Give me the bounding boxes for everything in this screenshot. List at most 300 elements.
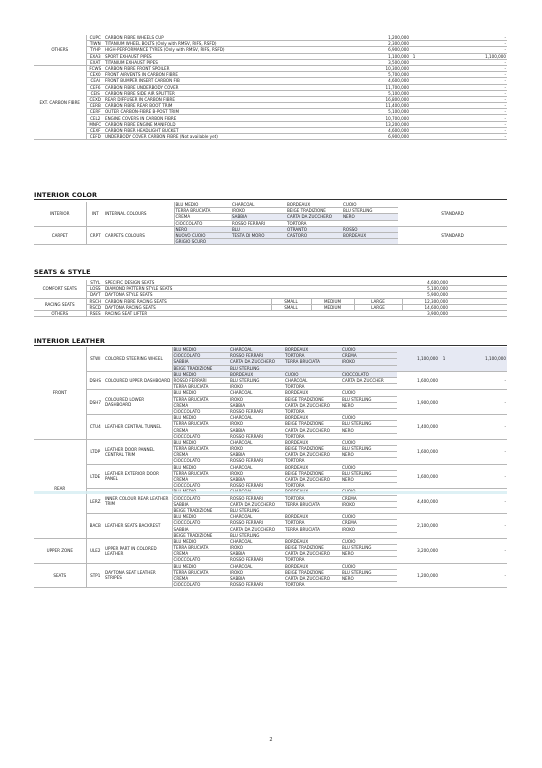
group-label: EXT. CARBON FIBRE xyxy=(34,65,86,139)
option-extra: - xyxy=(449,464,507,489)
option-extra: 1,100,000 xyxy=(448,53,507,59)
option-code: EXAT xyxy=(86,59,104,65)
option-code: RSCD xyxy=(86,304,104,310)
color-name: TORTORA xyxy=(284,408,341,414)
color-name: BEIGE TRADIZIONE xyxy=(286,208,342,214)
group-label: OTHERS xyxy=(34,35,86,65)
color-name: SABBIA xyxy=(231,214,286,220)
option-code: DAYT xyxy=(86,292,104,298)
option-price: 5,700,000 xyxy=(354,72,410,78)
color-name: SABBIA xyxy=(229,402,284,408)
option-description: TITANIUM EXHAUST PIPES xyxy=(104,59,354,65)
option-price: 16,800,000 xyxy=(354,96,410,102)
option-code: BACB xyxy=(86,514,104,539)
color-name: NERO xyxy=(341,402,397,408)
color-name: TORTORA xyxy=(284,495,341,501)
option-code: CEX0 xyxy=(86,72,104,78)
option-code: CEAI xyxy=(86,78,104,84)
color-name: CIOCCOLATO xyxy=(172,495,229,501)
option-code: FCWS xyxy=(86,65,104,71)
option-description: LEATHER DOOR PANNEL CENTRAL TRIM xyxy=(104,439,172,464)
option-description: CARBON FIBRE WHEELS CUP xyxy=(104,35,354,41)
color-name: BLU STERLING xyxy=(341,545,397,551)
option-code: CUPC xyxy=(86,35,104,41)
color-name: ROSSO FERRARI xyxy=(172,377,229,383)
option-description: UNDERBODY COVER CARBON FIBRE (Not available yet) xyxy=(104,134,354,140)
option-description: DAYTONA STYLE SEATS xyxy=(104,292,271,298)
color-name: TORTORA xyxy=(284,458,341,464)
option-code: EXA3 xyxy=(86,53,104,59)
option-description: OUTER CARBON-FIBRE B-POST TRIM xyxy=(104,109,354,115)
option-code: ULE2 xyxy=(86,538,104,563)
option-code: DSH7 xyxy=(86,390,104,415)
option-code: STYL xyxy=(86,280,104,286)
color-name: CIOCCOLATO xyxy=(172,582,229,588)
option-extra: - xyxy=(448,134,507,140)
color-name: CIOCCOLATO xyxy=(172,483,229,489)
option-extra: - xyxy=(449,514,507,539)
color-name: BEIGE TRADIZIONE xyxy=(284,545,341,551)
scan-highlight-stripe xyxy=(34,491,507,494)
color-name: NERO xyxy=(341,551,397,557)
color-name: CARTA DA ZUCCHERO xyxy=(229,526,284,532)
color-name: CARTA DA ZUCCHERO xyxy=(229,359,284,365)
color-name: TERRA BRUCIATA xyxy=(284,501,341,507)
color-name: ROSSO FERRARI xyxy=(229,483,284,489)
color-name: ROSSO FERRARI xyxy=(229,458,284,464)
option-extra: - xyxy=(448,84,507,90)
color-name: BLU MEDIO xyxy=(172,563,229,569)
section-divider xyxy=(34,199,507,200)
option-price: 11,400,000 xyxy=(354,103,410,109)
option-extra: - xyxy=(448,59,507,65)
color-name: SABBIA xyxy=(172,526,229,532)
color-name: CARTA DA ZUCCHERO xyxy=(284,427,341,433)
color-name: CUOIO xyxy=(341,563,397,569)
color-name: BLU STERLING xyxy=(342,208,398,214)
color-name: BORDEAUX xyxy=(284,347,341,353)
size-large: LARGE xyxy=(354,298,402,304)
color-name: CUOIO xyxy=(341,415,397,421)
color-name: TERRA BRUCIATA xyxy=(284,359,341,365)
color-name: BORDEAUX xyxy=(284,415,341,421)
color-name: NERO xyxy=(341,476,397,482)
interior-leather-table xyxy=(34,347,507,588)
color-name: BORDEAUX xyxy=(284,464,341,470)
option-description: CARBON FIBER HEADLIGHT BUCKET xyxy=(104,127,354,133)
section-divider xyxy=(34,276,507,277)
color-name: GRIGIO SCURO xyxy=(174,239,231,245)
option-code: CERF xyxy=(86,109,104,115)
option-code: LTDE xyxy=(86,464,104,489)
option-price: 1,600,000 xyxy=(397,371,439,390)
color-name: BEIGE TRADIZIONE xyxy=(284,421,341,427)
option-description: LEATHER CENTRAL TUNNEL xyxy=(104,415,172,440)
color-name: TERRA BRUCIATA xyxy=(172,384,229,390)
color-name: IROKO xyxy=(229,545,284,551)
color-name: TERRA BRUCIATA xyxy=(172,569,229,575)
color-name: BLU STERLING xyxy=(229,377,284,383)
option-description: REAR DIFFUSER IN CARBON FIBRE xyxy=(104,96,354,102)
color-name: BORDEAUX xyxy=(286,202,342,208)
option-description: DIAMOND PATTERN STYLE SEATS xyxy=(104,286,271,292)
option-code: LOSS xyxy=(86,286,104,292)
option-code: DSHS xyxy=(86,371,104,390)
option-description: LEATHER EXTERIOR DOOR PANEL xyxy=(104,464,172,489)
group-label: RACING SEATS xyxy=(34,298,86,310)
color-name: IROKO xyxy=(229,421,284,427)
color-name: ROSSO FERRARI xyxy=(229,582,284,588)
color-name: BLU STERLING xyxy=(229,532,284,538)
interior-color-table xyxy=(34,202,507,245)
option-extra: - xyxy=(449,390,507,415)
option-description: FRONT AIRVENTS IN CARBON FIBRE xyxy=(104,72,354,78)
color-name: SABBIA xyxy=(229,575,284,581)
color-name: ROSSO FERRARI xyxy=(231,220,286,226)
option-price: 5,100,000 xyxy=(354,109,410,115)
color-name: IROKO xyxy=(341,526,397,532)
option-description: FRONT BUMPER INSERT CARBON FIB xyxy=(104,78,354,84)
color-name: CHARCOAL xyxy=(229,390,284,396)
option-extra: - xyxy=(448,90,507,96)
color-name: BEIGE TRADIZIONE xyxy=(284,470,341,476)
color-name: NERO xyxy=(341,575,397,581)
color-name: BEIGE TRADIZIONE xyxy=(172,532,229,538)
color-name: ROSSO xyxy=(342,226,398,232)
option-extra: - xyxy=(448,78,507,84)
color-name: NERO xyxy=(341,427,397,433)
color-name: CARTA DA ZUCCHERO xyxy=(286,214,342,220)
option-extra: - xyxy=(448,103,507,109)
option-description: SPORT EXHAUST PIPES xyxy=(104,53,354,59)
color-name xyxy=(231,239,286,245)
group-label: UPPER ZONE xyxy=(34,538,86,563)
color-name: BEIGE TRADIZIONE xyxy=(172,507,229,513)
color-name: BORDEAUX xyxy=(284,390,341,396)
color-name: CREMA xyxy=(341,495,397,501)
color-name: CHARCOAL xyxy=(229,464,284,470)
option-description: TITANIUM WHEEL BOLTS (Only with RMSV, RIFS, RSFD) xyxy=(104,41,354,47)
color-name: CREMA xyxy=(174,214,231,220)
option-description: CARBON FIBRE REAR BOOT TRIM xyxy=(104,103,354,109)
color-name: TORTORA xyxy=(286,220,342,226)
option-description: COLORED STEERING WHEEL xyxy=(104,347,172,371)
color-name: CIOCCOLATO xyxy=(172,433,229,439)
color-name: CUOIO xyxy=(284,371,341,377)
color-name: CREMA xyxy=(172,452,229,458)
color-name: CHARCOAL xyxy=(229,514,284,520)
option-code: MNFC xyxy=(86,121,104,127)
option-code: TIWN xyxy=(86,41,104,47)
color-name: BLU MEDIO xyxy=(172,390,229,396)
color-name: CUOIO xyxy=(341,347,397,353)
color-name: BLU MEDIO xyxy=(172,415,229,421)
color-name: CIOCCOLATO xyxy=(172,557,229,563)
seats-style-table xyxy=(34,280,507,317)
color-name: TORTORA xyxy=(284,384,341,390)
color-name: CUOIO xyxy=(341,464,397,470)
option-row xyxy=(34,134,507,140)
color-name: CARTA DA ZUCCHERO xyxy=(284,402,341,408)
color-name: CHARCOAL xyxy=(229,347,284,353)
option-description: DAYTONA RACING SEATS xyxy=(104,304,271,310)
option-code: CEF6 xyxy=(86,84,104,90)
option-qty xyxy=(439,464,449,489)
color-name: BORDEAUX xyxy=(284,563,341,569)
color-name: IROKO xyxy=(341,359,397,365)
option-qty xyxy=(410,134,418,140)
option-extra: - xyxy=(448,96,507,102)
color-name: ROSSO FERRARI xyxy=(229,408,284,414)
color-name: TERRA BRUCIATA xyxy=(172,545,229,551)
color-name: TERRA BRUCIATA xyxy=(172,421,229,427)
color-name: CARTA DA ZUCCHERO xyxy=(284,452,341,458)
color-name: CREMA xyxy=(172,551,229,557)
color-name: BORDEAUX xyxy=(284,439,341,445)
standard-label: STANDARD xyxy=(398,226,507,245)
group-label: COMFORT SEATS xyxy=(34,280,86,298)
color-name: BEIGE TRADIZIONE xyxy=(284,569,341,575)
option-description: CARBON FIBRE FRONT SPOILER xyxy=(104,65,354,71)
section-divider xyxy=(34,345,507,346)
color-name: CHARCOAL xyxy=(229,538,284,544)
color-name: CARTA DA ZUCCHERO xyxy=(284,476,341,482)
color-name: TERRA BRUCIATA xyxy=(174,208,231,214)
option-code: CEXD xyxy=(86,96,104,102)
option-code: LTDP xyxy=(86,439,104,464)
color-name: CUOIO xyxy=(341,514,397,520)
option-description: DAYTONA SEAT LEATHER STRIPES xyxy=(104,563,172,588)
color-name: TERRA BRUCIATA xyxy=(172,396,229,402)
color-name: NERO xyxy=(174,226,231,232)
color-name: CUOIO xyxy=(341,439,397,445)
color-name: CREMA xyxy=(172,402,229,408)
option-code: CERB xyxy=(86,103,104,109)
option-extra: - xyxy=(449,439,507,464)
color-name: BLU MEDIO xyxy=(172,371,229,377)
color-name: CIOCCOLATO xyxy=(341,371,397,377)
size-small: SMALL xyxy=(271,304,311,310)
option-code: CRPT xyxy=(86,226,104,245)
option-description: COLOURED LOWER DASHBOARD xyxy=(104,390,172,415)
color-name: CUOIO xyxy=(341,390,397,396)
option-price: 2,100,000 xyxy=(397,514,439,539)
color-name: BEIGE TRADIZIONE xyxy=(284,396,341,402)
color-name: NERO xyxy=(342,214,398,220)
color-name: TORTORA xyxy=(284,557,341,563)
color-name: TORTORA xyxy=(284,483,341,489)
option-description: CARBON FIBRE RACING SEATS xyxy=(104,298,271,304)
option-description: INTERNAL COLOURS xyxy=(104,202,174,226)
option-price: 13,200,000 xyxy=(354,121,410,127)
color-name: ROSSO FERRARI xyxy=(229,433,284,439)
color-name: ROSSO FERRARI xyxy=(229,353,284,359)
color-name: NERO xyxy=(341,452,397,458)
color-name: SABBIA xyxy=(229,452,284,458)
option-price: 14,600,000 xyxy=(402,304,449,310)
section-title-seats-style: SEATS & STYLE xyxy=(34,268,91,276)
option-extra: - xyxy=(448,35,507,41)
color-name: BEIGE TRADIZIONE xyxy=(172,365,229,371)
option-description: HIGH-PERFORMANCE TYRES (Only with RMSV, RIFS, RSFD) xyxy=(104,47,354,53)
option-extra: - xyxy=(448,41,507,47)
option-extra: - xyxy=(448,127,507,133)
option-price: 1,200,000 xyxy=(397,563,439,588)
color-name: BLU MEDIO xyxy=(172,538,229,544)
option-code: LERZ xyxy=(86,489,104,514)
color-name xyxy=(342,239,398,245)
color-name xyxy=(341,582,397,588)
color-name: IROKO xyxy=(229,470,284,476)
color-name: CREMA xyxy=(341,353,397,359)
color-name: BLU STERLING xyxy=(229,365,284,371)
group-label: OTHERS xyxy=(34,310,86,316)
color-name: CHARCOAL xyxy=(231,202,286,208)
color-name: TERRA BRUCIATA xyxy=(172,446,229,452)
option-price: 1,600,000 xyxy=(397,439,439,464)
option-qty xyxy=(439,538,449,563)
group-label: CARPET xyxy=(34,226,86,245)
option-code: INT xyxy=(86,202,104,226)
option-qty xyxy=(439,371,449,390)
color-name: CASTORO xyxy=(286,232,342,238)
color-name: SABBIA xyxy=(229,427,284,433)
option-description: CARPETS COLOURS xyxy=(104,226,174,245)
color-name: CREMA xyxy=(172,427,229,433)
color-name: BLU MEDIO xyxy=(172,514,229,520)
option-extra: - xyxy=(449,415,507,440)
color-name: TORTORA xyxy=(284,582,341,588)
option-code: CTU4 xyxy=(86,415,104,440)
color-name: BORDEAUX xyxy=(284,514,341,520)
color-name: BLU xyxy=(231,226,286,232)
color-name: CARTA DA ZUCCHERO xyxy=(229,501,284,507)
options-table-others xyxy=(34,35,507,140)
option-qty xyxy=(439,439,449,464)
color-name: SABBIA xyxy=(229,476,284,482)
color-name: TORTORA xyxy=(284,520,341,526)
option-price: 12,300,000 xyxy=(402,298,449,304)
size-medium: MEDIUM xyxy=(311,304,354,310)
color-name: CHARCOAL xyxy=(284,377,341,383)
color-name: SABBIA xyxy=(172,359,229,365)
color-name: BLU STERLING xyxy=(229,507,284,513)
option-extra: - xyxy=(449,371,507,390)
option-price: 4,600,000 xyxy=(354,78,410,84)
size-small: SMALL xyxy=(271,298,311,304)
option-code: CEIS xyxy=(86,90,104,96)
color-name: CARTA DA ZUCCHER xyxy=(341,377,397,383)
option-description: COLOURED UPPER DASHBOARD xyxy=(104,371,172,390)
option-qty: 1 xyxy=(439,347,449,371)
option-code: CEFD xyxy=(86,134,104,140)
group-label: INTERIOR xyxy=(34,202,86,226)
option-price: 10,300,000 xyxy=(354,65,410,71)
option-price: 6,900,000 xyxy=(354,47,410,53)
option-qty xyxy=(439,415,449,440)
color-name: BLU STERLING xyxy=(341,396,397,402)
option-description: CARBON FIBRE SIDE AIR SPLITTER xyxy=(104,90,354,96)
group-label: SEATS xyxy=(34,563,86,588)
color-name: CREMA xyxy=(341,520,397,526)
option-price: 1,400,000 xyxy=(397,415,439,440)
option-extra: - xyxy=(448,72,507,78)
option-extra: - xyxy=(449,563,507,588)
option-extra: - xyxy=(448,121,507,127)
seat-option-row xyxy=(34,310,507,316)
color-name: CIOCCOLATO xyxy=(172,520,229,526)
option-code: STWI xyxy=(86,347,104,371)
group-label: FRONT xyxy=(34,347,86,439)
color-name: IROKO xyxy=(229,569,284,575)
color-name: BLU STERLING xyxy=(341,446,397,452)
color-name: CIOCCOLATO xyxy=(172,408,229,414)
color-name: CHARCOAL xyxy=(229,439,284,445)
color-name: SABBIA xyxy=(229,551,284,557)
color-name: IROKO xyxy=(229,446,284,452)
option-price: 6,900,000 xyxy=(354,134,410,140)
option-price: 4,600,000 xyxy=(354,127,410,133)
color-name: CARTA DA ZUCCHERO xyxy=(284,575,341,581)
option-qty: 1 xyxy=(410,53,418,59)
option-code: CEXF xyxy=(86,127,104,133)
option-extra: - xyxy=(448,47,507,53)
option-extra: - xyxy=(448,65,507,71)
option-price: 1,900,000 xyxy=(397,390,439,415)
color-name: BORDEAUX xyxy=(342,232,398,238)
section-title-interior-leather: INTERIOR LEATHER xyxy=(34,337,105,345)
color-name: ROSSO FERRARI xyxy=(229,557,284,563)
option-price: 10,700,000 xyxy=(354,115,410,121)
color-name: BEIGE TRADIZIONE xyxy=(284,446,341,452)
option-price: 1,100,000 xyxy=(354,53,410,59)
option-code: STP1 xyxy=(86,563,104,588)
color-name: BLU STERLING xyxy=(341,470,397,476)
page-number: 2 xyxy=(269,737,273,743)
option-description: ENGINE COVERS IN CARBON FIBRE xyxy=(104,115,354,121)
option-description: RACING SEAT LIFTER xyxy=(104,310,271,316)
option-code: CEL2 xyxy=(86,115,104,121)
option-price: 1,600,000 xyxy=(397,464,439,489)
color-name: CHARCOAL xyxy=(229,563,284,569)
color-name xyxy=(286,239,342,245)
option-price: 11,700,000 xyxy=(354,84,410,90)
option-description: LEATHER SEATS BACKREST xyxy=(104,514,172,539)
option-description: CARBON FIBRE ENGINE MANIFOLD xyxy=(104,121,354,127)
color-name: TESTA DI MORO xyxy=(231,232,286,238)
option-code: RSES xyxy=(86,310,104,316)
color-name: CUOIO xyxy=(341,538,397,544)
option-code: RSCH xyxy=(86,298,104,304)
option-price: 1,200,000 xyxy=(354,35,410,41)
option-price: 1,100,000 xyxy=(397,347,439,371)
option-extra: 1,100,000 xyxy=(449,347,507,371)
color-name: SABBIA xyxy=(172,501,229,507)
color-name: CREMA xyxy=(172,575,229,581)
color-name: TORTORA xyxy=(284,433,341,439)
option-qty xyxy=(439,514,449,539)
color-name: NUOVO CUOIO xyxy=(174,232,231,238)
option-price: 5,100,000 xyxy=(402,286,449,292)
option-price: 5,900,000 xyxy=(402,292,449,298)
option-price: 5,100,000 xyxy=(354,90,410,96)
color-name: CHARCOAL xyxy=(229,415,284,421)
color-name: BLU MEDIO xyxy=(172,347,229,353)
color-name: CREMA xyxy=(172,476,229,482)
option-code: TYHP xyxy=(86,47,104,53)
color-name: IROKO xyxy=(341,501,397,507)
color-name: BLU MEDIO xyxy=(172,464,229,470)
